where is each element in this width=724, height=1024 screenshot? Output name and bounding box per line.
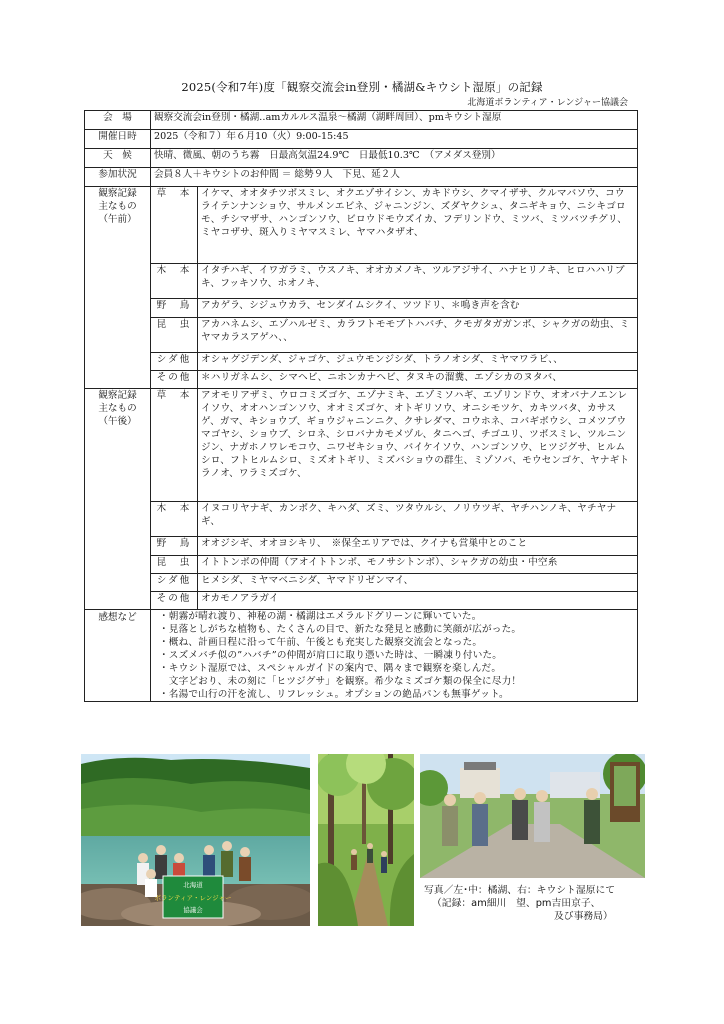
morning-row-herbs (85, 187, 638, 264)
morning-row-trees (85, 264, 638, 299)
observation-list: イトトンボの仲間（アオイトトンボ、モノサシトンボ）、シャクガの幼虫・中空糸 (198, 556, 638, 574)
morning-label-line: 主なもの (98, 201, 137, 212)
impressions-label: 感想など (85, 610, 151, 702)
impression-line: ・見落としがちな植物も、たくさんの目で、新たな発見と感動に笑顔が広がった。 (159, 624, 522, 635)
caption-line: 写真／左･中：橘湖、右：キウシト湿原にて (424, 885, 616, 896)
morning-row-others (85, 371, 638, 389)
morning-label-line: 観察記録 (98, 188, 137, 199)
afternoon-row-birds (85, 537, 638, 556)
photo-caption (424, 884, 615, 923)
observation-list: アオモリアザミ、ウロコミズゴケ、エゾナミキ、エゾミソハギ、エゾリンドウ、オオバナノエンレイソウ、オオハンゴンソウ、オオミズゴケ、オトギリソウ、オニシモツケ、カキツバタ、カサスゲ、ガマ、キショウブ、ギョウジャニンニク、クサレダマ、コウホネ、コバギボウシ、コメツブウマゴヤシ、ショウブ、シロネ、シロバナカモメヅル、タニヘゴ、チゴユリ、ツボスミレ、ツルニンジン、ナガホノワレモコウ、ニワゼキショウ、バイケイソウ、ハンゴンソウ、ヒツジグサ、ヒルムシロ、フトヒルムシロ、ミズオトギリ、ミズバショウの群生、ミゾソバ、モウセンゴケ、ヤナギトラノオ、ワラミズゴケ、 (198, 389, 638, 502)
weather-value: 快晴、微風、朝のうち霧 日最高気温24.9℃ 日最低10.3℃ （アメダス登別） (151, 149, 638, 168)
category-label: 野 鳥 (151, 537, 198, 556)
category-label: 木 本 (151, 264, 198, 299)
morning-section-label (85, 187, 151, 389)
afternoon-row-others (85, 592, 638, 610)
organization-name: 北海道ボランティア・レンジャー協議会 (467, 98, 628, 108)
record-table (84, 110, 638, 702)
impression-line: ・概ね、計画日程に沿って午前、午後とも充実した観察交流会となった。 (159, 637, 483, 648)
info-row-venue (85, 111, 638, 130)
impressions-list (151, 610, 638, 702)
observation-list: アカハネムシ、エゾハルゼミ、カラフトモモブトハバチ、クモガタガガンボ、シャクガの幼虫、ミヤマカラスアゲハ、、 (198, 318, 638, 353)
datetime-label: 開催日時 (85, 130, 151, 149)
observation-list: アカゲラ、シジュウカラ、センダイムシクイ、ツツドリ、＊鳴き声を含む (198, 299, 638, 318)
afternoon-row-insects (85, 556, 638, 574)
observation-list: オシャグジデンダ、ジャゴケ、ジュウモンジシダ、トラノオシダ、ミヤマワラビ、、 (198, 353, 638, 371)
datetime-value: 2025（令和７）年６月10（火）9:00-15:45 (151, 130, 638, 149)
photo-lake-group (81, 754, 310, 926)
category-label: 昆 虫 (151, 318, 198, 353)
participants-value: 会員８人＋キウシトのお仲間 ＝ 総勢９人 下見、延２人 (151, 168, 638, 187)
banner-line: ボランティア・レンジャー (154, 894, 232, 902)
organization-banner (154, 876, 231, 918)
caption-line: 及び事務局） (554, 911, 613, 922)
participants-label: 参加状況 (85, 168, 151, 187)
morning-row-insects (85, 318, 638, 353)
category-label: シダ他 (151, 574, 198, 592)
category-label: 木 本 (151, 502, 198, 537)
afternoon-row-ferns (85, 574, 638, 592)
afternoon-label-line: 観察記録 (98, 390, 137, 401)
caption-line: （記録：am細川 望、pm吉田京子、 (432, 898, 601, 909)
afternoon-label-line: 主なもの (98, 403, 137, 414)
banner-line: 北海道 (183, 881, 203, 889)
afternoon-row-trees (85, 502, 638, 537)
observation-list: イケマ、オオタチツボスミレ、オクエゾサイシン、カキドウシ、クマイザサ、クルマバソウ、コウライテンナンショウ、サルメンエビネ、ジャニンジン、ズダヤクシュ、タニギキョウ、ニシキゴロモ、チシマザサ、ハンゴンソウ、ビロウドモウズイカ、フデリンドウ、ミツバ、ミツバツチグリ、ミヤコザサ、斑入りミヤマスミレ、ヤマハタザオ、 (198, 187, 638, 264)
observation-list: オカモノアラガイ (198, 592, 638, 610)
forest-photo-illustration (318, 754, 414, 926)
impression-line: ・スズメバチ似の”ハバチ”の仲間が肩口に取り憑いた時は、一瞬凍り付いた。 (159, 650, 503, 661)
photo-wetland-group (420, 754, 645, 878)
banner-line: 協議会 (183, 906, 203, 914)
photo-forest-trail (318, 754, 414, 926)
wetland-photo-illustration (420, 754, 645, 878)
impressions-row (85, 610, 638, 702)
category-label: 野 鳥 (151, 299, 198, 318)
afternoon-section-label (85, 389, 151, 610)
venue-label: 会 場 (85, 111, 151, 130)
observation-list: ヒメシダ、ミヤマベニシダ、ヤマドリゼンマイ、 (198, 574, 638, 592)
impression-line: ・朝霧が晴れ渡り、神秘の湖・橘湖はエメラルドグリーンに輝いていた。 (159, 611, 482, 622)
info-row-weather (85, 149, 638, 168)
lake-photo-illustration (81, 754, 310, 926)
impression-line: ・キウシト湿原では、スペシャルガイドの案内で、隅々まで観察を楽しんだ。 (159, 663, 502, 674)
observation-list: ＊ハリガネムシ、シマヘビ、ニホンカナヘビ、タヌキの溜糞、エゾシカのヌタバ、 (198, 371, 638, 389)
observation-list: イヌコリヤナギ、カンボク、キハダ、ズミ、ツタウルシ、ノリウツギ、ヤチハンノキ、ヤチヤナギ、 (198, 502, 638, 537)
morning-row-birds (85, 299, 638, 318)
morning-row-ferns (85, 353, 638, 371)
category-label: シダ他 (151, 353, 198, 371)
afternoon-row-herbs (85, 389, 638, 502)
category-label: 草 本 (151, 187, 198, 264)
category-label: 草 本 (151, 389, 198, 502)
info-row-participants (85, 168, 638, 187)
venue-value: 観察交流会in登別・橘湖‥amカルルス温泉～橘湖（湖畔周回）、pmキウシト湿原 (151, 111, 638, 130)
category-label: その他 (151, 592, 198, 610)
document-title: 2025(令和7年)度「観察交流会in登別・橘湖&キウシト湿原」の記録 (181, 80, 543, 94)
category-label: 昆 虫 (151, 556, 198, 574)
impression-line: ・名湯で山行の汗を流し、リフレッシュ。オプションの絶品パンも無事ゲット。 (159, 689, 509, 700)
info-row-datetime (85, 130, 638, 149)
afternoon-label-line: （午後） (98, 416, 137, 427)
weather-label: 天 候 (85, 149, 151, 168)
observation-list: イタチハギ、イワガラミ、ウスノキ、オオカメノキ、ツルアジサイ、ハナヒリノキ、ヒロハハリブキ、フッキソウ、ホオノキ、 (198, 264, 638, 299)
observation-list: オオジシギ、オオヨシキリ、 ※保全エリアでは、クイナも営巣中とのこと (198, 537, 638, 556)
morning-label-line: （午前） (98, 214, 137, 225)
impression-line: 文字どおり、未の刻に「ヒツジグサ」を観察。希少なミズゴケ類の保全に尽力！ (159, 676, 522, 687)
category-label: その他 (151, 371, 198, 389)
